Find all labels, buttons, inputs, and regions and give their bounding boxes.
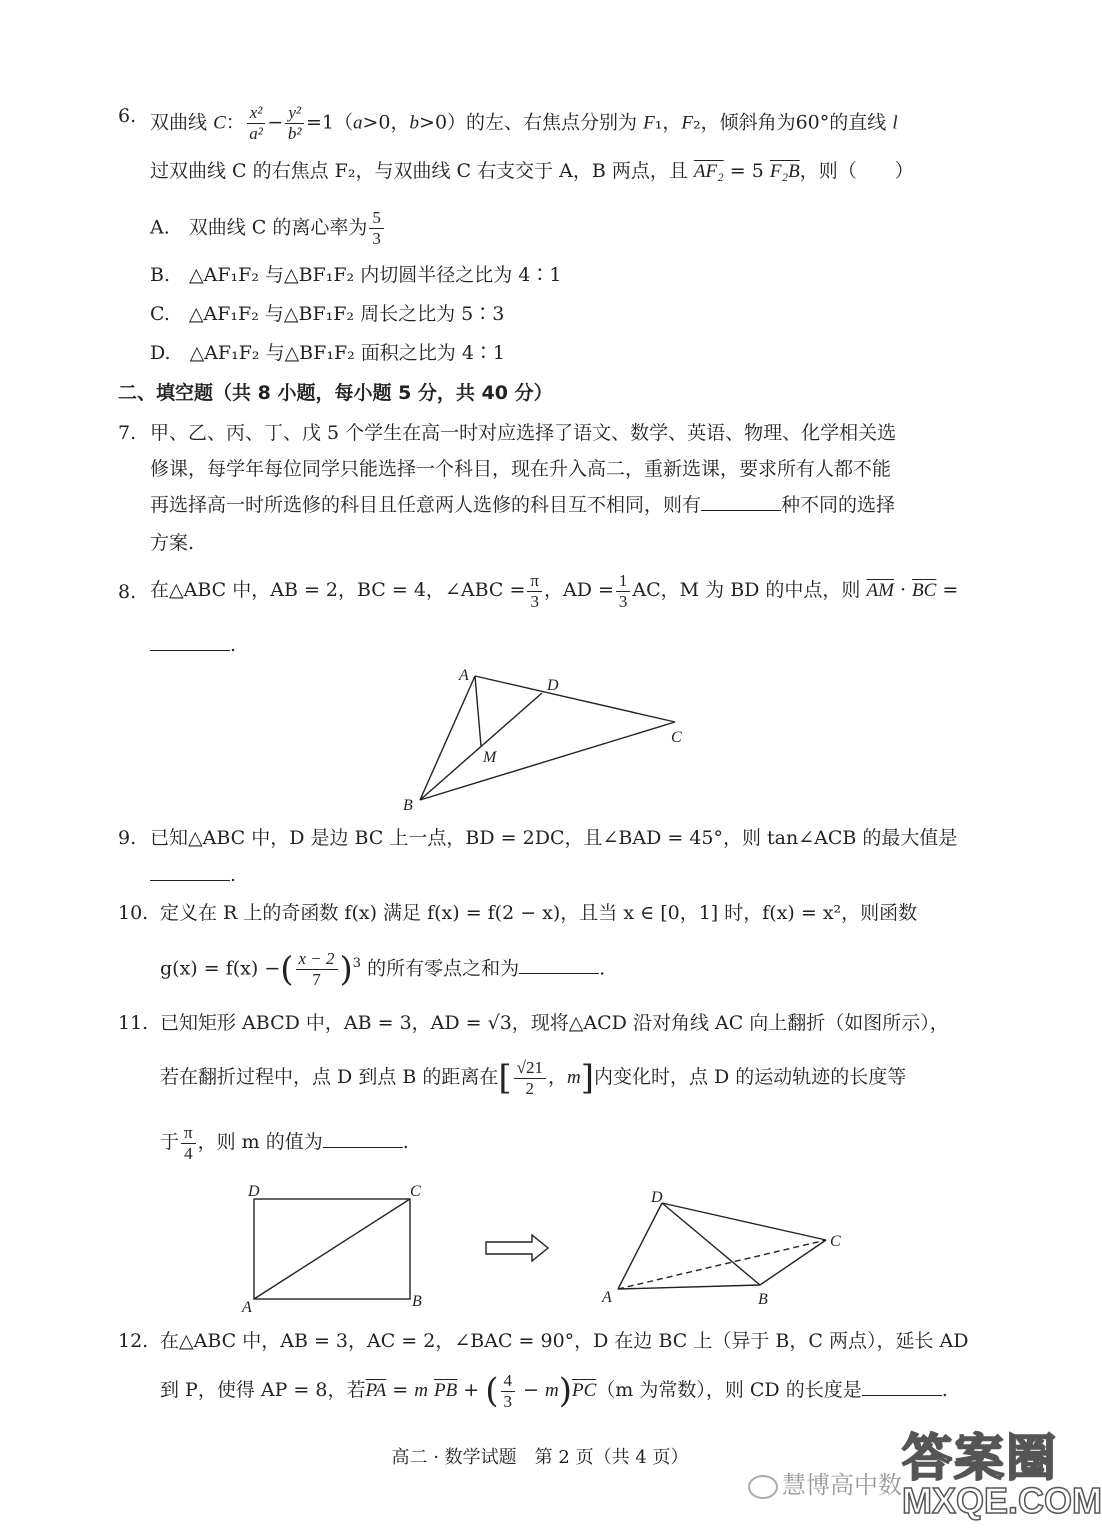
section-fill-in-title: 二、填空题（共 8 小题，每小题 5 分，共 40 分） <box>118 382 553 404</box>
q6-number: 6. <box>118 105 137 127</box>
q8-number: 8. <box>118 581 137 603</box>
q8-line2: . <box>150 632 236 658</box>
q7-line2: 修课，每学年每位同学只能选择一个科目，现在升入高二，重新选课，要求所有人都不能 <box>150 458 892 480</box>
q11-label-c: C <box>410 1183 421 1200</box>
q8-label-m: M <box>483 749 497 766</box>
q11-line3: 于 $\frac{\pi}{4}$ ，则 m 的值为 . <box>160 1122 409 1163</box>
q11-label-d: D <box>248 1183 260 1200</box>
wechat-watermark: 慧博高中数 <box>748 1465 902 1500</box>
q12-answer-blank <box>862 1377 942 1396</box>
q6-option-a: A. 双曲线 C 的离心率为 $\frac{5}{3}$ <box>150 208 386 249</box>
q11-number: 11. <box>118 1012 149 1034</box>
q11-folding-figure <box>240 1180 860 1315</box>
q6-option-d: D. △AF₁F₂ 与△BF₁F₂ 面积之比为 4∶1 <box>150 342 505 364</box>
q9-line1: 已知△ABC 中，D 是边 BC 上一点，BD = 2DC，且∠BAD = 45°，则 tan∠ACB 的最大值是 <box>150 827 958 849</box>
q11-fold-label-c: C <box>830 1233 841 1250</box>
q10-number: 10. <box>118 902 149 924</box>
q7-line4: 方案. <box>150 532 195 554</box>
q7-number: 7. <box>118 422 137 444</box>
q12-line2: 到 P，使得 AP = 8，若$\overline{PA} = m$ $\overline{PB}$ + ( $\frac{4}{3}$ − $m)\overline{PC}(m$ 为常数），则 CD 的长度是 . <box>160 1370 948 1411</box>
brand-site: MXQE.COM <box>902 1480 1102 1521</box>
wechat-icon <box>748 1475 778 1499</box>
q6-line1: 双曲线 C： $\frac{\text{x²}}{\text{a²}}$ − $\frac{\text{y²}}{\text{b²}}$ =1（a>0，b>0）的左、右焦点分别为 F₁，F₂，倾斜角为60°的直线 l <box>150 103 898 143</box>
q9-answer-blank <box>150 862 230 881</box>
page-footer: 高二 · 数学试题 第 2 页（共 4 页） <box>391 1447 689 1468</box>
q6-line2: 过双曲线 C 的右焦点 F₂，与双曲线 C 右支交于 A，B 两点，且 AF₂ = 5 F₂B，则（ ） <box>150 160 914 182</box>
q7-answer-blank <box>701 492 781 511</box>
q11-fold-label-a: A <box>602 1289 612 1306</box>
q11-label-a: A <box>242 1299 252 1316</box>
q11-fold-label-b: B <box>758 1291 768 1308</box>
q7-line3: 再选择高一时所选修的科目且任意两人选修的科目互不相同，则有 种不同的选择 <box>150 494 896 516</box>
q6-option-b: B. △AF₁F₂ 与△BF₁F₂ 内切圆半径之比为 4∶1 <box>150 264 562 286</box>
hyperbola-x-term: $\frac{\text{x²}}{\text{a²}}$ <box>247 103 266 144</box>
q10-line2: g(x) = f(x) −( $\frac{x - 2}{7}$ )$^3$ 的所有零点之和为 . <box>160 948 606 990</box>
hyperbola-y-term: $\frac{\text{y²}}{\text{b²}}$ <box>285 103 304 144</box>
q11-line2: 若在翻折过程中，点 D 到点 B 的距离在[ $\frac{√21}{2}$ ，m]内变化时，点 D 的运动轨迹的长度等 <box>160 1057 907 1098</box>
q10-line1: 定义在 R 上的奇函数 f(x) 满足 f(x) = f(2 − x)，且当 x ∈ [0，1] 时，f(x) = x²，则函数 <box>160 902 918 924</box>
q7-line1: 甲、乙、丙、丁、戊 5 个学生在高一时对应选择了语文、数学、英语、物理、化学相关选 <box>150 422 897 444</box>
q10-answer-blank <box>519 955 599 974</box>
q8-label-a: A <box>459 667 469 684</box>
q12-number: 12. <box>118 1330 149 1352</box>
q9-line2: . <box>150 862 236 888</box>
q8-answer-blank <box>150 632 230 651</box>
q8-label-d: D <box>547 677 559 694</box>
q11-fold-label-d: D <box>651 1189 663 1206</box>
q11-label-b: B <box>412 1293 422 1310</box>
q12-line1: 在△ABC 中，AB = 3，AC = 2，∠BAC = 90°，D 在边 BC 上（异于 B，C 两点），延长 AD <box>160 1330 969 1352</box>
q6-option-c: C. △AF₁F₂ 与△BF₁F₂ 周长之比为 5∶3 <box>150 303 505 325</box>
q11-answer-blank <box>323 1129 403 1148</box>
brand-logo: 答案圈 <box>902 1430 1058 1486</box>
q9-number: 9. <box>118 827 137 849</box>
q8-triangle-figure <box>395 662 695 812</box>
q8-line1: 在△ABC 中，AB = 2，BC = 4，∠ABC = $\frac{\pi}{3}$ ，AD = $\frac{1}{3}$ AC，M 为 BD 的中点，则 $\overline{AM} \cdot \overline{BC}$ = <box>150 570 959 611</box>
q8-label-b: B <box>403 797 413 814</box>
q11-line1: 已知矩形 ABCD 中，AB = 3，AD = √3，现将△ACD 沿对角线 AC 向上翻折（如图所示）， <box>160 1012 949 1034</box>
q8-label-c: C <box>671 729 682 746</box>
